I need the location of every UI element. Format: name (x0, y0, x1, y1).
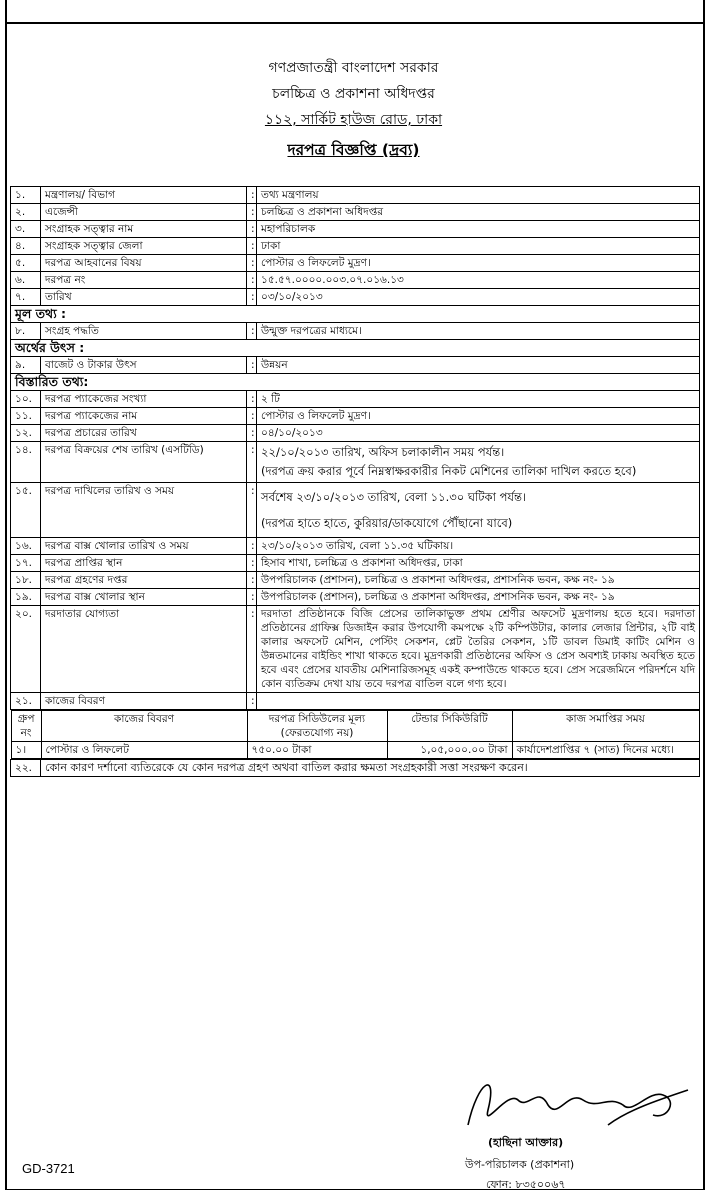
colon: : (247, 204, 257, 221)
top-border (5, 22, 705, 24)
eligibility-text: দরদাতা প্রতিষ্ঠানকে বিজি প্রেসের তালিকাভুক্ত প্রথম শ্রেণীর অফসেট মুদ্রণালয় হতে হবে। দরদাতা প্রতিষ্ঠানের গ্রাফিক্স ডিজাইন করার উপযোগী কমপক্ষে ২টি কম্পিউটার, কালার লেজার প্রিন্টার, ২টি বাই কালার অফসেট মেশিন, পেস্টিং সেকশন, প্লেট তৈরির সেকশন, ১টি ডাবল ডিমাই কাটিং মেশিন ও উন্নতমানের বাইন্ডিং শাখা থাকতে হবে। মুদ্রণকারী প্রতিষ্ঠানের অফিস ও প্রেস অবশ্যই ঢাকায় অবস্থিত হতে হবে এবং প্রেসের যাবতীয় মেশিনারিজসমূহ একই কম্পাউন্ডে থাকতে হবে। প্রেস সরেজমিনে পরিদর্শনে যদি কোন ব্যতিক্রম দেখা যায় তবে দরপত্র বাতিল বলে গণ্য হবে। (257, 606, 700, 693)
work-table-row (11, 710, 700, 760)
row-value (257, 483, 700, 538)
colon: : (247, 357, 257, 374)
completion-time: কার্যাদেশপ্রাপ্তির ৭ (সাত) দিনের মধ্যে। (512, 742, 699, 759)
section-row (11, 374, 700, 391)
row-label: দরপত্র বাক্স খোলার স্থান (41, 589, 247, 606)
colon: : (247, 221, 257, 238)
signatory-phone: ফোন: ৮৩৫০০৬৭ (486, 1178, 566, 1191)
row-label: কাজের বিবরণ (41, 693, 247, 710)
colon: : (247, 589, 257, 606)
submission-note: (দরপত্র হাতে হাতে, কুরিয়ার/ডাকযোগে পৌঁছানো যাবে) (261, 516, 513, 530)
row-number: ৯. (11, 357, 41, 374)
section-row (11, 340, 700, 357)
row-label: দরপত্র প্যাকেজের সংখ্যা (41, 391, 247, 408)
row-label: সংগ্রাহক সত্ত্বার নাম (41, 221, 247, 238)
office-name: চলচ্চিত্র ও প্রকাশনা অধিদপ্তর (272, 86, 435, 102)
work-description-table (11, 710, 700, 759)
footer-code: GD-3721 (22, 1161, 75, 1176)
section-row (11, 306, 700, 323)
table-row (11, 221, 700, 238)
row-number: ৩. (11, 221, 41, 238)
row-label: মন্ত্রণালয়/ বিভাগ (41, 187, 247, 204)
table-row (11, 357, 700, 374)
group-number: ১। (11, 742, 41, 759)
section-details: বিস্তারিত তথ্য: (11, 374, 700, 391)
table-row (11, 589, 700, 606)
signatory-designation: উপ-পরিচালক (প্রকাশনা) (465, 1158, 575, 1171)
table-row (11, 272, 700, 289)
table-row (11, 323, 700, 340)
signature-mark (458, 1070, 698, 1144)
row-value: ঢাকা (257, 238, 700, 255)
table-row (11, 760, 700, 777)
row-number: ১১. (11, 408, 41, 425)
colon: : (247, 483, 257, 538)
tender-info-table (10, 186, 700, 777)
row-value: উপপরিচালক (প্রশাসন), চলচ্চিত্র ও প্রকাশনা অধিদপ্তর, প্রশাসনিক ভবন, কক্ষ নং- ১৯ (257, 589, 700, 606)
row-number: ১৭. (11, 555, 41, 572)
row-label: দরপত্র প্রচারের তারিখ (41, 425, 247, 442)
tender-security: ১,০৫,০০০.০০ টাকা (387, 742, 512, 759)
colon: : (247, 187, 257, 204)
row-number: ১৬. (11, 538, 41, 555)
table-row (11, 391, 700, 408)
row-value: তথ্য মন্ত্রণালয় (257, 187, 700, 204)
submission-deadline: সর্বশেষ ২৩/১০/২০১৩ তারিখ, বেলা ১১.৩০ ঘটিকা পর্যন্ত। (261, 490, 527, 504)
row-label: দরপত্র বিক্রয়ের শেষ তারিখ (এসটিডি) (41, 442, 247, 483)
row-value (257, 442, 700, 483)
row-number: ৭. (11, 289, 41, 306)
table-row (11, 538, 700, 555)
work-table-cell (11, 710, 700, 760)
work-header-row (11, 711, 699, 742)
row-label: দরপত্র প্রাপ্তির স্থান (41, 555, 247, 572)
row-value: উন্মুক্ত দরপত্রের মাধ্যমে। (257, 323, 700, 340)
colon: : (247, 323, 257, 340)
table-row (11, 425, 700, 442)
row-value: পোস্টার ও লিফলেট মুদ্রণ। (257, 255, 700, 272)
row-label: বাজেট ও টাকার উৎস (41, 357, 247, 374)
row-value: ০৩/১০/২০১৩ (257, 289, 700, 306)
table-row (11, 187, 700, 204)
table-row (11, 693, 700, 710)
row-value: ২ টি (257, 391, 700, 408)
table-row (11, 442, 700, 483)
signatory-name: (হাছিনা আক্তার) (488, 1136, 564, 1149)
colon: : (247, 606, 257, 693)
table-row (11, 238, 700, 255)
row-number: ২১. (11, 693, 41, 710)
colon: : (247, 425, 257, 442)
row-label: তারিখ (41, 289, 247, 306)
colon: : (247, 408, 257, 425)
col-completion: কাজ সমাপ্তির সময় (512, 711, 699, 742)
gov-name: গণপ্রজাতন্ত্রী বাংলাদেশ সরকার (268, 60, 439, 76)
row-label: দরপত্র বাক্স খোলার তারিখ ও সময় (41, 538, 247, 555)
sale-deadline: ২২/১০/২০১৩ তারিখ, অফিস চলাকালীন সময় পর্যন্ত। (261, 445, 505, 459)
row-value: ০৪/১০/২০১৩ (257, 425, 700, 442)
table-row (11, 572, 700, 589)
row-label: দরপত্র প্যাকেজের নাম (41, 408, 247, 425)
row-number: ৮. (11, 323, 41, 340)
row-number: ২. (11, 204, 41, 221)
row-value: ১৫.৫৭.০০০০.০০৩.০৭.০১৬.১৩ (257, 272, 700, 289)
col-security: টেন্ডার সিকিউরিটি (387, 711, 512, 742)
table-row (11, 483, 700, 538)
table-row (11, 606, 700, 693)
row-number: ১৫. (11, 483, 41, 538)
work-description: পোস্টার ও লিফলেট (41, 742, 247, 759)
table-row (11, 289, 700, 306)
sale-note: (দরপত্র ক্রয় করার পূর্বে নিম্নস্বাক্ষরকারীর নিকট মেশিনের তালিকা দাখিল করতে হবে) (261, 464, 637, 478)
row-label: সংগ্রাহক সত্ত্বার জেলা (41, 238, 247, 255)
section-main-info: মূল তথ্য : (11, 306, 700, 323)
col-price: দরপত্র সিডিউলের মূল্য (ফেরতযোগ্য নয়) (247, 711, 387, 742)
notice-title: দরপত্র বিজ্ঞপ্তি (দ্রব্য) (287, 141, 420, 159)
row-number: ১২. (11, 425, 41, 442)
colon: : (247, 238, 257, 255)
row-number: ১. (11, 187, 41, 204)
colon: : (247, 572, 257, 589)
rights-reserved-text: কোন কারণ দর্শানো ব্যতিরেকে যে কোন দরপত্র গ্রহণ অথবা বাতিল করার ক্ষমতা সংগ্রহকারী সত্তা সংরক্ষণ করেন। (41, 760, 700, 777)
row-label: সংগ্রহ পদ্ধতি (41, 323, 247, 340)
row-value: উপপরিচালক (প্রশাসন), চলচ্চিত্র ও প্রকাশনা অধিদপ্তর, প্রশাসনিক ভবন, কক্ষ নং- ১৯ (257, 572, 700, 589)
row-number: ১৪. (11, 442, 41, 483)
col-group: গ্রুপ নং (11, 711, 41, 742)
row-value: পোস্টার ও লিফলেট মুদ্রণ। (257, 408, 700, 425)
col-description: কাজের বিবরণ (41, 711, 247, 742)
row-label: এজেন্সী (41, 204, 247, 221)
row-value: মহাপরিচালক (257, 221, 700, 238)
row-number: ২২. (11, 760, 41, 777)
row-label: দরপত্র নং (41, 272, 247, 289)
colon: : (247, 442, 257, 483)
colon: : (247, 693, 257, 710)
row-number: ২০. (11, 606, 41, 693)
table-row (11, 408, 700, 425)
row-value: ২৩/১০/২০১৩ তারিখ, বেলা ১১.৩৫ ঘটিকায়। (257, 538, 700, 555)
colon: : (247, 555, 257, 572)
row-value: হিসাব শাখা, চলচ্চিত্র ও প্রকাশনা অধিদপ্তর, ঢাকা (257, 555, 700, 572)
colon: : (247, 289, 257, 306)
colon: : (247, 538, 257, 555)
schedule-price: ৭৫০.০০ টাকা (247, 742, 387, 759)
row-value: চলচ্চিত্র ও প্রকাশনা অধিদপ্তর (257, 204, 700, 221)
table-row (11, 255, 700, 272)
colon: : (247, 272, 257, 289)
row-label: দরপত্র আহবানের বিষয় (41, 255, 247, 272)
row-number: ৫. (11, 255, 41, 272)
row-label: দরপত্র দাখিলের তারিখ ও সময় (41, 483, 247, 538)
row-number: ১৮. (11, 572, 41, 589)
row-value: উন্নয়ন (257, 357, 700, 374)
row-number: ৪. (11, 238, 41, 255)
table-row (11, 555, 700, 572)
colon: : (247, 255, 257, 272)
row-label: দরপত্র গ্রহণের দপ্তর (41, 572, 247, 589)
office-address: ১১২, সার্কিট হাউজ রোড, ঢাকা (264, 112, 443, 128)
row-label: দরদাতার যোগ্যতা (41, 606, 247, 693)
row-value (257, 693, 700, 710)
row-number: ১৯. (11, 589, 41, 606)
row-number: ৬. (11, 272, 41, 289)
table-row (11, 204, 700, 221)
section-fund-source: অর্থের উৎস : (11, 340, 700, 357)
colon: : (247, 391, 257, 408)
row-number: ১০. (11, 391, 41, 408)
work-row (11, 742, 699, 759)
